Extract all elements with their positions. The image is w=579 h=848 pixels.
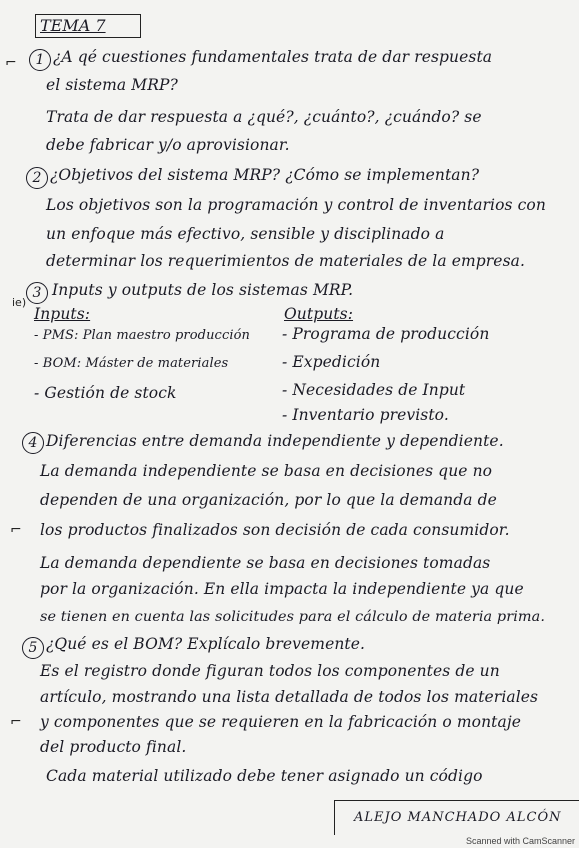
q1-answer-line1: Trata de dar respuesta a ¿qué?, ¿cuánto?, ¿cuándo? se [46,108,482,126]
q5-answer-line1: Es el registro donde figuran todos los componentes de un [40,662,500,680]
q5-answer-line5: Cada material utilizado debe tener asignado un código [46,767,483,785]
q4-question-line1: Diferencias entre demanda independiente y dependiente. [46,432,504,450]
q2-question-line1: ¿Objetivos del sistema MRP? ¿Cómo se implementan? [50,166,480,184]
input-item: - Gestión de stock [34,384,177,402]
scanner-watermark: Scanned with CamScanner [465,836,575,846]
input-item: - PMS: Plan maestro producción [34,328,250,343]
q5-answer-line3: y componentes que se requieren en la fabricación o montaje [40,713,522,731]
margin-mark: ⌐ [5,55,17,71]
margin-mark: ⌐ [10,522,22,538]
question-number-1: 1 [29,49,51,71]
input-item: - BOM: Máster de materiales [34,356,229,371]
question-number-2: 2 [26,167,48,189]
output-item: - Programa de producción [282,325,490,343]
question-number-3: 3 [26,282,48,304]
q4-answer-line4: La demanda dependiente se basa en decisiones tomadas [40,554,491,572]
q4-answer-line6: se tienen en cuenta las solicitudes para el cálculo de materia prima. [40,609,545,625]
question-number-5: 5 [22,637,44,659]
question-number-4: 4 [22,432,44,454]
margin-mark: ⌐ [10,714,22,730]
page-title: TEMA 7 [40,16,106,35]
inputs-title: Inputs: [34,305,91,323]
outputs-title: Outputs: [284,305,354,323]
q5-answer-line4: del producto final. [40,738,187,756]
q4-answer-line2: dependen de una organización, por lo que la demanda de [40,491,497,509]
output-item: - Inventario previsto. [282,406,449,424]
q5-question-line1: ¿Qué es el BOM? Explícalo brevemente. [46,635,366,653]
q4-answer-line3: los productos finalizados son decisión de cada consumidor. [40,521,510,539]
q4-answer-line5: por la organización. En ella impacta la independiente ya que [40,580,524,598]
student-name: ALEJO MANCHADO ALCÓN [354,810,562,825]
q1-question-line2: el sistema MRP? [46,76,178,94]
q2-answer-line2: un enfoque más efectivo, sensible y disciplinado a [46,225,445,243]
output-item: - Expedición [282,353,381,371]
margin-note: ie) [12,296,27,309]
output-item: - Necesidades de Input [282,381,466,399]
q4-answer-line1: La demanda independiente se basa en decisiones que no [40,462,493,480]
q3-question-line1: Inputs y outputs de los sistemas MRP. [52,281,354,299]
q2-answer-line1: Los objetivos son la programación y control de inventarios con [46,196,546,214]
q1-answer-line2: debe fabricar y/o aprovisionar. [46,136,290,154]
q5-answer-line2: artículo, mostrando una lista detallada de todos los materiales [40,688,539,706]
q1-question-line1: ¿A qé cuestiones fundamentales trata de dar respuesta [53,48,493,66]
q2-answer-line3: determinar los requerimientos de materiales de la empresa. [46,252,525,270]
